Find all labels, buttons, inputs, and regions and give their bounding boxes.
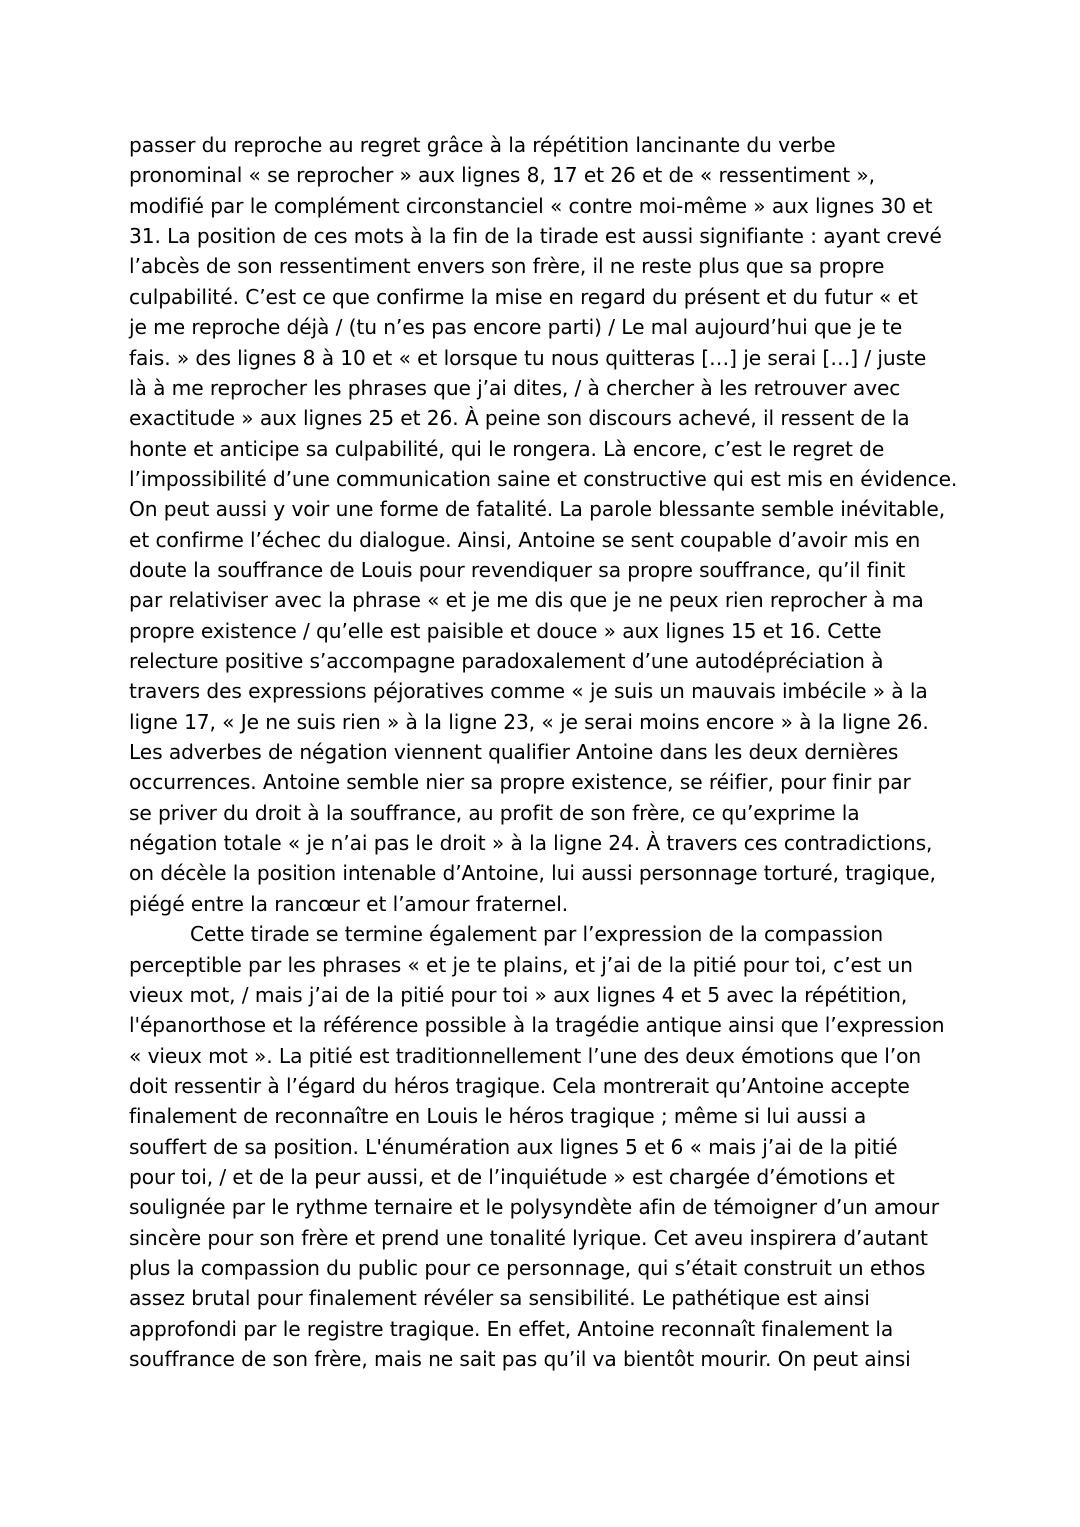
text-line: relecture positive s’accompagne paradoxalement d’une autodépréciation à [129, 649, 884, 673]
text-line: ligne 17, « Je ne suis rien » à la ligne 23, « je serai moins encore » à la ligne 26. [129, 709, 929, 734]
text-line: là à me reprocher les phrases que j’ai dites, / à chercher à les retrouver avec [129, 375, 901, 400]
text-line: je me reproche déjà / (tu n’es pas encore parti) / Le mal aujourd’hui que je te [129, 315, 903, 340]
text-line: se priver du droit à la souffrance, au profit de son frère, ce qu’exprime la [129, 800, 860, 825]
text-line: l’impossibilité d’une communication saine et constructive qui est mis en évidence. [129, 466, 958, 491]
text-line: « vieux mot ». La pitié est traditionnellement l’une des deux émotions que l’on [129, 1043, 922, 1068]
text-line: et confirme l’échec du dialogue. Ainsi, Antoine se sent coupable d’avoir mis en [129, 527, 921, 552]
text-line: modifié par le complément circonstanciel « contre moi-même » aux lignes 30 et [129, 193, 933, 218]
text-line: exactitude » aux lignes 25 et 26. À peine son discours achevé, il ressent de la [129, 406, 910, 431]
text-line: Les adverbes de négation viennent qualifier Antoine dans les deux dernières [129, 740, 899, 764]
text-line: on décèle la position intenable d’Antoine, lui aussi personnage torturé, tragique, [129, 861, 936, 886]
text-line: négation totale « je n’ai pas le droit » à la ligne 24. À travers ces contradictions, [129, 831, 933, 856]
text-line: l’abcès de son ressentiment envers son frère, il ne reste plus que sa propre [129, 254, 885, 279]
text-line: plus la compassion du public pour ce personnage, qui s’était construit un ethos [129, 1256, 926, 1280]
text-line: pour toi, / et de la peur aussi, et de l’inquiétude » est chargée d’émotions et [129, 1164, 895, 1189]
text-line: perceptible par les phrases « et je te plains, et j’ai de la pitié pour toi, c’est un [129, 952, 913, 977]
text-line: travers des expressions péjoratives comme « je suis un mauvais imbécile » à la [129, 679, 928, 704]
text-line: fais. » des lignes 8 à 10 et « et lorsque tu nous quitteras […] je serai […] / juste [129, 345, 927, 370]
text-line: passer du reproche au regret grâce à la répétition lancinante du verbe [129, 133, 836, 157]
text-line: pronominal « se reprocher » aux lignes 8, 17 et 26 et de « ressentiment », [129, 163, 876, 188]
text-line: doute la souffrance de Louis pour revendiquer sa propre souffrance, qu’il finit [129, 557, 906, 582]
text-line: souffrance de son frère, mais ne sait pas qu’il va bientôt mourir. On peut ainsi [129, 1347, 911, 1371]
text-line: piégé entre la rancœur et l’amour fraternel. [129, 891, 569, 916]
text-line: l'épanorthose et la référence possible à la tragédie antique ainsi que l’expression [129, 1013, 945, 1038]
text-line: propre existence / qu’elle est paisible et douce » aux lignes 15 et 16. Cette [129, 618, 882, 643]
text-line: sincère pour son frère et prend une tonalité lyrique. Cet aveu inspirera d’autant [129, 1225, 928, 1250]
text-line: assez brutal pour finalement révéler sa sensibilité. Le pathétique est ainsi [129, 1286, 870, 1311]
text-line: occurrences. Antoine semble nier sa propre existence, se réifier, pour finir par [129, 770, 911, 795]
text-line: On peut aussi y voir une forme de fatalité. La parole blessante semble inévitable, [129, 497, 946, 522]
text-line: 31. La position de ces mots à la fin de la tirade est aussi signifiante : ayant crevé [129, 224, 942, 249]
text-line: soulignée par le rythme ternaire et le polysyndète afin de témoigner d’un amour [129, 1195, 939, 1220]
paragraph-first-line: Cette tirade se termine également par l’expression de la compassion [190, 922, 884, 947]
text-line: vieux mot, / mais j’ai de la pitié pour toi » aux lignes 4 et 5 avec la répétition, [129, 982, 908, 1007]
text-line: culpabilité. C’est ce que confirme la mise en regard du présent et du futur « et [129, 284, 918, 309]
text-line: souffert de sa position. L'énumération aux lignes 5 et 6 « mais j’ai de la pitié [129, 1134, 898, 1159]
text-line: par relativiser avec la phrase « et je me dis que je ne peux rien reprocher à ma [129, 588, 924, 613]
text-line: approfondi par le registre tragique. En effet, Antoine reconnaît finalement la [129, 1316, 894, 1341]
text-line: honte et anticipe sa culpabilité, qui le rongera. Là encore, c’est le regret de [129, 436, 885, 461]
text-line: doit ressentir à l’égard du héros tragique. Cela montrerait qu’Antoine accepte [129, 1073, 910, 1098]
text-line: finalement de reconnaître en Louis le héros tragique ; même si lui aussi a [129, 1104, 867, 1129]
